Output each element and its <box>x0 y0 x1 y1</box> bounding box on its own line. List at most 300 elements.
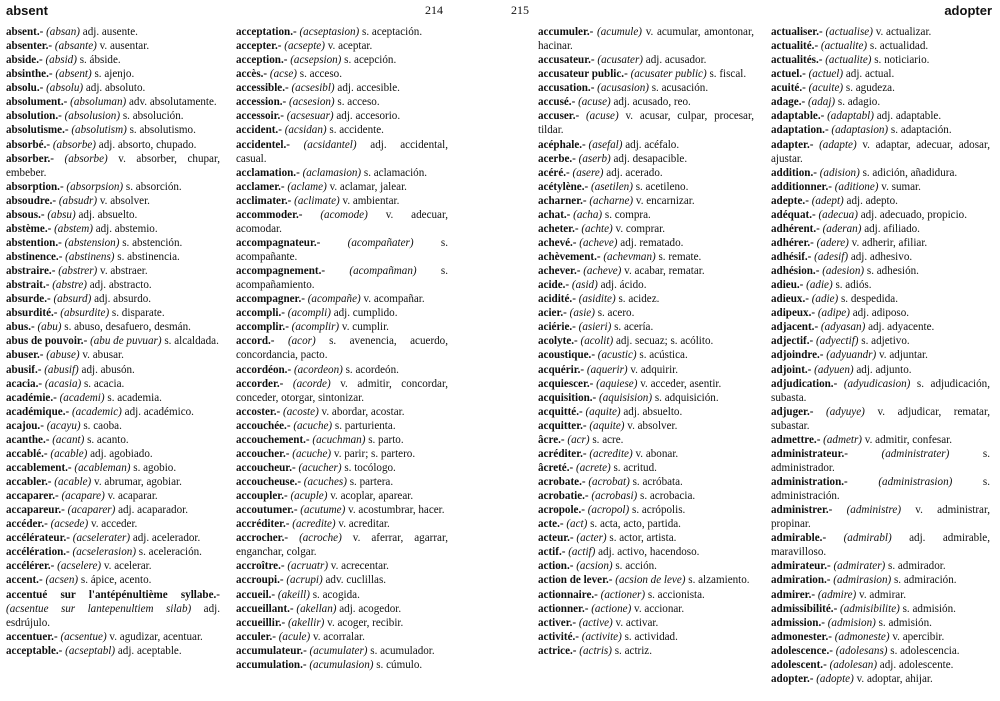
headword: absolutisme.- <box>6 124 69 137</box>
dictionary-entry <box>771 644 990 658</box>
headword: absinthe.- <box>6 68 53 81</box>
dictionary-entry <box>6 39 220 53</box>
headword: accumulation.- <box>236 658 307 671</box>
pronunciation: (admision) <box>827 616 876 629</box>
dictionary-entry <box>771 53 990 67</box>
pronunciation: (achte) <box>581 222 613 235</box>
headword: absorbé.- <box>6 138 51 151</box>
definition: s. accionista. <box>647 588 705 601</box>
headword: accouchement.- <box>236 433 310 446</box>
definition: s. admisión. <box>878 616 932 629</box>
headword: absorber.- <box>6 152 54 165</box>
dictionary-entry <box>6 306 220 320</box>
definition: v. adaptar, adecuar, adosar, ajustar. <box>771 138 990 165</box>
definition: v. agudizar, acentuar. <box>109 630 203 643</box>
definition: s. ábside. <box>79 54 121 67</box>
definition: v. sumar. <box>881 180 921 193</box>
headword: accentué sur l'antépénultième syllabe.- <box>6 588 220 601</box>
headword: accent.- <box>6 574 43 587</box>
headword: accompagner.- <box>236 293 305 306</box>
dictionary-entry <box>6 405 220 419</box>
pronunciation: (acse) <box>269 68 297 81</box>
pronunciation: (admetr) <box>823 433 862 446</box>
pronunciation: (abstem) <box>54 222 93 235</box>
dictionary-entry <box>236 475 448 489</box>
dictionary-entry <box>538 588 754 602</box>
headword: accession.- <box>236 96 287 109</box>
headword: accentuer.- <box>6 630 58 643</box>
headword: acquérir.- <box>538 363 585 376</box>
pronunciation: (acuche) <box>292 447 332 460</box>
dictionary-entry <box>538 517 754 531</box>
dictionary-entry <box>538 503 754 517</box>
pronunciation: (absorbe) <box>64 152 108 165</box>
pronunciation: (acapare) <box>61 490 105 503</box>
pronunciation: (absid) <box>45 54 77 67</box>
pronunciation: (acumulasion) <box>309 658 374 671</box>
headword: acculer.- <box>236 630 276 643</box>
dictionary-entry <box>771 433 990 447</box>
page-number: 215 <box>511 3 529 17</box>
definition: s. acústica. <box>639 349 688 362</box>
pronunciation: (acustic) <box>597 349 637 362</box>
right-page <box>500 0 1000 701</box>
dictionary-entry <box>236 405 448 419</box>
pronunciation: (asetilen) <box>591 180 633 193</box>
dictionary-entry <box>771 658 990 672</box>
dictionary-entry <box>236 39 448 53</box>
dictionary-entry <box>6 180 220 194</box>
dictionary-entry <box>771 67 990 81</box>
pronunciation: (acr) <box>567 433 590 446</box>
headword: acolyte.- <box>538 335 578 348</box>
definition: v. acusar, culpar, procesar, tildar. <box>538 110 755 137</box>
definition: v. absolver. <box>99 194 150 207</box>
headword: accorder.- <box>236 377 284 390</box>
pronunciation: (acharne) <box>589 194 634 207</box>
dictionary-entry <box>236 602 448 616</box>
headword: abstention.- <box>6 236 62 249</box>
dictionary-entry <box>236 419 448 433</box>
headword: accélérateur.- <box>6 532 70 545</box>
headword: acréditer.- <box>538 447 587 460</box>
pronunciation: (adipe) <box>817 307 850 320</box>
definition: adj. académico. <box>124 405 194 418</box>
definition: s. aceleración. <box>138 546 202 559</box>
definition: v. acoger, recibir. <box>327 616 404 629</box>
headword: adéquat.- <box>771 208 816 221</box>
headword: accoucheur.- <box>236 461 296 474</box>
definition: v. administrar, propinar. <box>771 504 991 531</box>
pronunciation: (asie) <box>569 307 595 320</box>
pronunciation: (abstre) <box>52 279 87 292</box>
pronunciation: (acuse) <box>578 96 611 109</box>
dictionary-entry <box>6 250 220 264</box>
definition: s. acacia. <box>83 377 125 390</box>
headword: admission.- <box>771 616 825 629</box>
pronunciation: (adyuandr) <box>826 349 877 362</box>
definition: v. acabar, rematar. <box>624 265 705 278</box>
definition: s. acidez. <box>618 293 660 306</box>
definition: s. acepción. <box>344 54 397 67</box>
dictionary-entry <box>538 180 754 194</box>
pronunciation: (absante) <box>54 40 97 53</box>
headword: accord.- <box>236 335 275 348</box>
definition: adj. absuelto. <box>78 208 138 221</box>
headword: acharner.- <box>538 194 587 207</box>
headword: âcreté.- <box>538 461 574 474</box>
dictionary-entry <box>538 616 754 630</box>
headword: accusé.- <box>538 96 576 109</box>
definition: s. acumulador. <box>370 644 435 657</box>
dictionary-entry <box>6 236 220 250</box>
dictionary-entry <box>538 433 754 447</box>
headword: accoucher.- <box>236 447 290 460</box>
pronunciation: (absolutism) <box>71 124 127 137</box>
dictionary-entry <box>538 489 754 503</box>
dictionary-entry <box>771 616 990 630</box>
pronunciation: (abu de puvuar) <box>90 335 162 348</box>
headword: additionner.- <box>771 180 832 193</box>
pronunciation: (asidite) <box>578 293 616 306</box>
definition: adj. rematado. <box>620 236 684 249</box>
headword: acceptation.- <box>236 26 297 38</box>
definition: adj. adepto. <box>846 194 898 207</box>
pronunciation: (actris) <box>579 644 612 657</box>
pronunciation: (actualite) <box>820 40 868 53</box>
definition: s. acería. <box>614 321 654 334</box>
dictionary-entry <box>538 152 754 166</box>
headword: absolu.- <box>6 82 44 95</box>
dictionary-entry <box>6 334 220 348</box>
pronunciation: (acsidantel) <box>303 138 357 151</box>
headword: acuité.- <box>771 82 806 95</box>
definition: v. acompañar. <box>363 293 425 306</box>
pronunciation: (acable) <box>50 447 88 460</box>
definition: s. ajenjo. <box>94 68 135 81</box>
definition: v. acceder. <box>90 518 138 531</box>
dictionary-entry <box>538 602 754 616</box>
headword: accabler.- <box>6 476 52 488</box>
pronunciation: (akeill) <box>277 588 310 601</box>
pronunciation: (absent) <box>55 68 92 81</box>
dictionary-entry <box>538 278 754 292</box>
dictionary-entry <box>771 264 990 278</box>
pronunciation: (acutume) <box>300 504 346 517</box>
dictionary-column <box>236 25 448 672</box>
dictionary-entry <box>236 517 448 531</box>
pronunciation: (asid) <box>571 279 598 292</box>
definition: adj. adecuado, propicio. <box>860 208 967 221</box>
guide-word: adopter <box>944 3 992 18</box>
dictionary-entry <box>771 348 990 362</box>
pronunciation: (adyectif) <box>815 335 859 348</box>
pronunciation: (acsede) <box>50 518 89 531</box>
definition: v. adoptar, ahijar. <box>856 672 933 685</box>
pronunciation: (asefal) <box>588 138 623 151</box>
dictionary-entry <box>538 222 754 236</box>
dictionary-entry <box>6 109 220 123</box>
headword: acier.- <box>538 307 567 320</box>
dictionary-entry <box>236 306 448 320</box>
definition: v. admitir, confesar. <box>864 433 953 446</box>
dictionary-entry <box>771 559 990 573</box>
definition: s. noticiario. <box>874 54 930 67</box>
pronunciation: (acsesibl) <box>291 82 335 95</box>
dictionary-entry <box>771 363 990 377</box>
headword: adieu.- <box>771 279 804 292</box>
dictionary-entry <box>538 461 754 475</box>
dictionary-entry <box>771 672 990 686</box>
dictionary-entry <box>6 377 220 391</box>
headword: actrice.- <box>538 644 577 657</box>
pronunciation: (abusif) <box>44 363 79 376</box>
dictionary-entry <box>6 348 220 362</box>
pronunciation: (acusater public) <box>630 68 707 81</box>
dictionary-entry <box>771 531 990 559</box>
dictionary-entry <box>6 489 220 503</box>
definition: adj. acogedor. <box>339 602 402 615</box>
pronunciation: (acompañater) <box>347 236 414 249</box>
dictionary-entry <box>6 152 220 180</box>
headword: admiration.- <box>771 574 831 587</box>
headword: abstrait.- <box>6 279 50 292</box>
definition: s. avenencia, acuerdo, concordancia, pacto. <box>236 335 449 362</box>
definition: adj. adaptable. <box>876 110 942 123</box>
definition: s. adquisición. <box>654 391 719 404</box>
dictionary-entry <box>236 67 448 81</box>
pronunciation: (acredite) <box>589 447 633 460</box>
dictionary-entry <box>538 363 754 377</box>
pronunciation: (admoneste) <box>834 630 890 643</box>
definition: s. acordeón. <box>345 363 399 376</box>
headword: accompagnateur.- <box>236 236 321 249</box>
dictionary-entry <box>538 644 754 658</box>
headword: acteur.- <box>538 532 574 545</box>
pronunciation: (absudr) <box>58 194 98 207</box>
pronunciation: (acredite) <box>292 518 336 531</box>
headword: actuel.- <box>771 68 806 81</box>
pronunciation: (absorpsion) <box>66 180 124 193</box>
headword: adjuger.- <box>771 405 814 418</box>
pronunciation: (aquisision) <box>599 391 653 404</box>
definition: s. administración. <box>771 476 990 503</box>
headword: acerbe.- <box>538 152 576 165</box>
pronunciation: (adolesan) <box>829 658 878 671</box>
pronunciation: (actuel) <box>808 68 844 81</box>
dictionary-entry <box>236 109 448 123</box>
dictionary-entry <box>236 334 448 362</box>
headword: abuser.- <box>6 349 44 362</box>
headword: adopter.- <box>771 672 814 685</box>
headword: accouchée.- <box>236 419 291 432</box>
headword: aciérie.- <box>538 321 576 334</box>
definition: v. acoplar, aparear. <box>330 490 414 503</box>
dictionary-entry <box>236 194 448 208</box>
definition: s. acanto. <box>87 433 129 446</box>
dictionary-entry <box>236 25 448 39</box>
pronunciation: (act) <box>566 518 588 531</box>
headword: accomplir.- <box>236 321 289 334</box>
dictionary-entry <box>6 138 220 152</box>
headword: acrobatie.- <box>538 490 589 503</box>
definition: adj. desapacible. <box>613 152 688 165</box>
definition: v. abordar, acostar. <box>321 405 405 418</box>
headword: adjoindre.- <box>771 349 824 362</box>
pronunciation: (acroche) <box>299 532 342 545</box>
definition: adj. acéfalo. <box>625 138 680 151</box>
headword: absurdité.- <box>6 307 58 320</box>
definition: adj. activo, hacendoso. <box>598 546 700 559</box>
pronunciation: (acsepte) <box>284 40 325 53</box>
dictionary-entry <box>538 348 754 362</box>
headword: adapter.- <box>771 138 814 151</box>
pronunciation: (adaj) <box>807 96 836 109</box>
pronunciation: (adaptasion) <box>831 124 889 137</box>
headword: acception.- <box>236 54 288 67</box>
dictionary-entry <box>771 573 990 587</box>
definition: v. parir; s. partero. <box>333 447 416 460</box>
pronunciation: (acselere) <box>57 560 102 573</box>
dictionary-entry <box>538 194 754 208</box>
pronunciation: (acsentue) <box>60 630 107 643</box>
dictionary-entry <box>771 602 990 616</box>
pronunciation: (adecua) <box>818 208 858 221</box>
headword: accusateur.- <box>538 54 595 67</box>
dictionary-column <box>771 25 990 686</box>
dictionary-entry <box>538 81 754 95</box>
dictionary-entry <box>6 559 220 573</box>
pronunciation: (aclame) <box>287 180 327 193</box>
dictionary-entry <box>538 138 754 152</box>
definition: v. acorralar. <box>312 630 365 643</box>
pronunciation: (adapte) <box>819 138 857 151</box>
definition: v. abusar. <box>82 349 124 362</box>
headword: abus de pouvoir.- <box>6 335 88 348</box>
dictionary-entry <box>236 264 448 292</box>
headword: actif.- <box>538 546 566 559</box>
headword: adieux.- <box>771 293 809 306</box>
definition: s. acre. <box>592 433 624 446</box>
definition: s. agudeza. <box>845 82 895 95</box>
headword: adaptation.- <box>771 124 829 137</box>
dictionary-entry <box>771 123 990 137</box>
pronunciation: (acuche) <box>293 419 333 432</box>
headword: acclimater.- <box>236 194 292 207</box>
dictionary-entry <box>538 405 754 419</box>
definition: s. acompañamiento. <box>236 265 448 292</box>
headword: accaparer.- <box>6 490 59 503</box>
pronunciation: (academi) <box>59 391 105 404</box>
definition: v. adjuntar. <box>878 349 928 362</box>
headword: addition.- <box>771 166 817 179</box>
pronunciation: (activite) <box>581 630 622 643</box>
definition: s. acceso. <box>337 96 380 109</box>
headword: absurde.- <box>6 293 51 306</box>
dictionary-entry <box>771 250 990 264</box>
dictionary-entry <box>6 292 220 306</box>
headword: achèvement.- <box>538 251 601 263</box>
pronunciation: (acter) <box>576 532 607 545</box>
dictionary-entry <box>6 517 220 531</box>
dictionary-entry <box>771 306 990 320</box>
definition: v. admirar. <box>859 588 907 601</box>
dictionary-entry <box>236 81 448 95</box>
dictionary-entry <box>6 53 220 67</box>
definition: v. acreditar. <box>338 518 390 531</box>
pronunciation: (acsesuar) <box>286 110 334 123</box>
dictionary-entry <box>538 447 754 461</box>
dictionary-entry <box>236 208 448 236</box>
pronunciation: (adyuen) <box>814 363 854 376</box>
headword: acquitter.- <box>538 419 587 432</box>
dictionary-entry <box>771 334 990 348</box>
definition: v. abonar. <box>635 447 679 460</box>
definition: adj. acaparador. <box>118 504 188 517</box>
headword: actualité.- <box>771 40 819 53</box>
headword: achat.- <box>538 208 571 221</box>
headword: absoudre.- <box>6 194 57 207</box>
headword: âcre.- <box>538 433 565 446</box>
pronunciation: (acsion de leve) <box>615 574 686 587</box>
definition: v. accionar. <box>634 602 685 615</box>
pronunciation: (acuple) <box>290 490 328 503</box>
pronunciation: (admisibilite) <box>840 602 900 615</box>
headword: acacia.- <box>6 377 43 390</box>
headword: achever.- <box>538 265 581 278</box>
dictionary-entry <box>771 109 990 123</box>
definition: s. acción. <box>615 560 657 573</box>
definition: s. academia. <box>107 391 162 404</box>
dictionary-entry <box>236 630 448 644</box>
definition: s. fiscal. <box>709 68 747 81</box>
pronunciation: (absolu) <box>46 82 84 95</box>
headword: accusateur public.- <box>538 68 628 81</box>
pronunciation: (acant) <box>52 433 85 446</box>
headword: absenter.- <box>6 40 53 53</box>
pronunciation: (adyasan) <box>820 321 866 334</box>
dictionary-entry <box>771 320 990 334</box>
dictionary-entry <box>236 236 448 264</box>
pronunciation: (acselerasion) <box>72 546 137 559</box>
dictionary-entry <box>6 503 220 517</box>
pronunciation: (acomode) <box>320 208 368 221</box>
definition: s. actualidad. <box>869 40 929 53</box>
headword: accéder.- <box>6 518 48 531</box>
definition: s. disparate. <box>111 307 165 320</box>
headword: absous.- <box>6 208 45 221</box>
definition: v. ausentar. <box>99 40 150 53</box>
headword: action.- <box>538 560 574 573</box>
headword: accélérer.- <box>6 560 55 573</box>
pronunciation: (adision) <box>819 166 860 179</box>
dictionary-entry <box>6 461 220 475</box>
definition: adj. adiposo. <box>852 307 910 320</box>
headword: adjacent.- <box>771 321 819 334</box>
definition: s. aceptación. <box>362 26 423 38</box>
definition: s. administrador. <box>771 447 990 474</box>
definition: adj. adhesivo. <box>850 251 913 263</box>
dictionary-entry <box>771 138 990 166</box>
pronunciation: (acoste) <box>283 405 319 418</box>
dictionary-entry <box>236 292 448 306</box>
headword: accrocher.- <box>236 532 289 545</box>
definition: v. adjudicar, rematar, subastar. <box>771 405 991 432</box>
pronunciation: (acumulater) <box>309 644 368 657</box>
definition: v. actualizar. <box>875 26 932 38</box>
headword: adaptable.- <box>771 110 825 123</box>
pronunciation: (acor) <box>287 335 316 348</box>
